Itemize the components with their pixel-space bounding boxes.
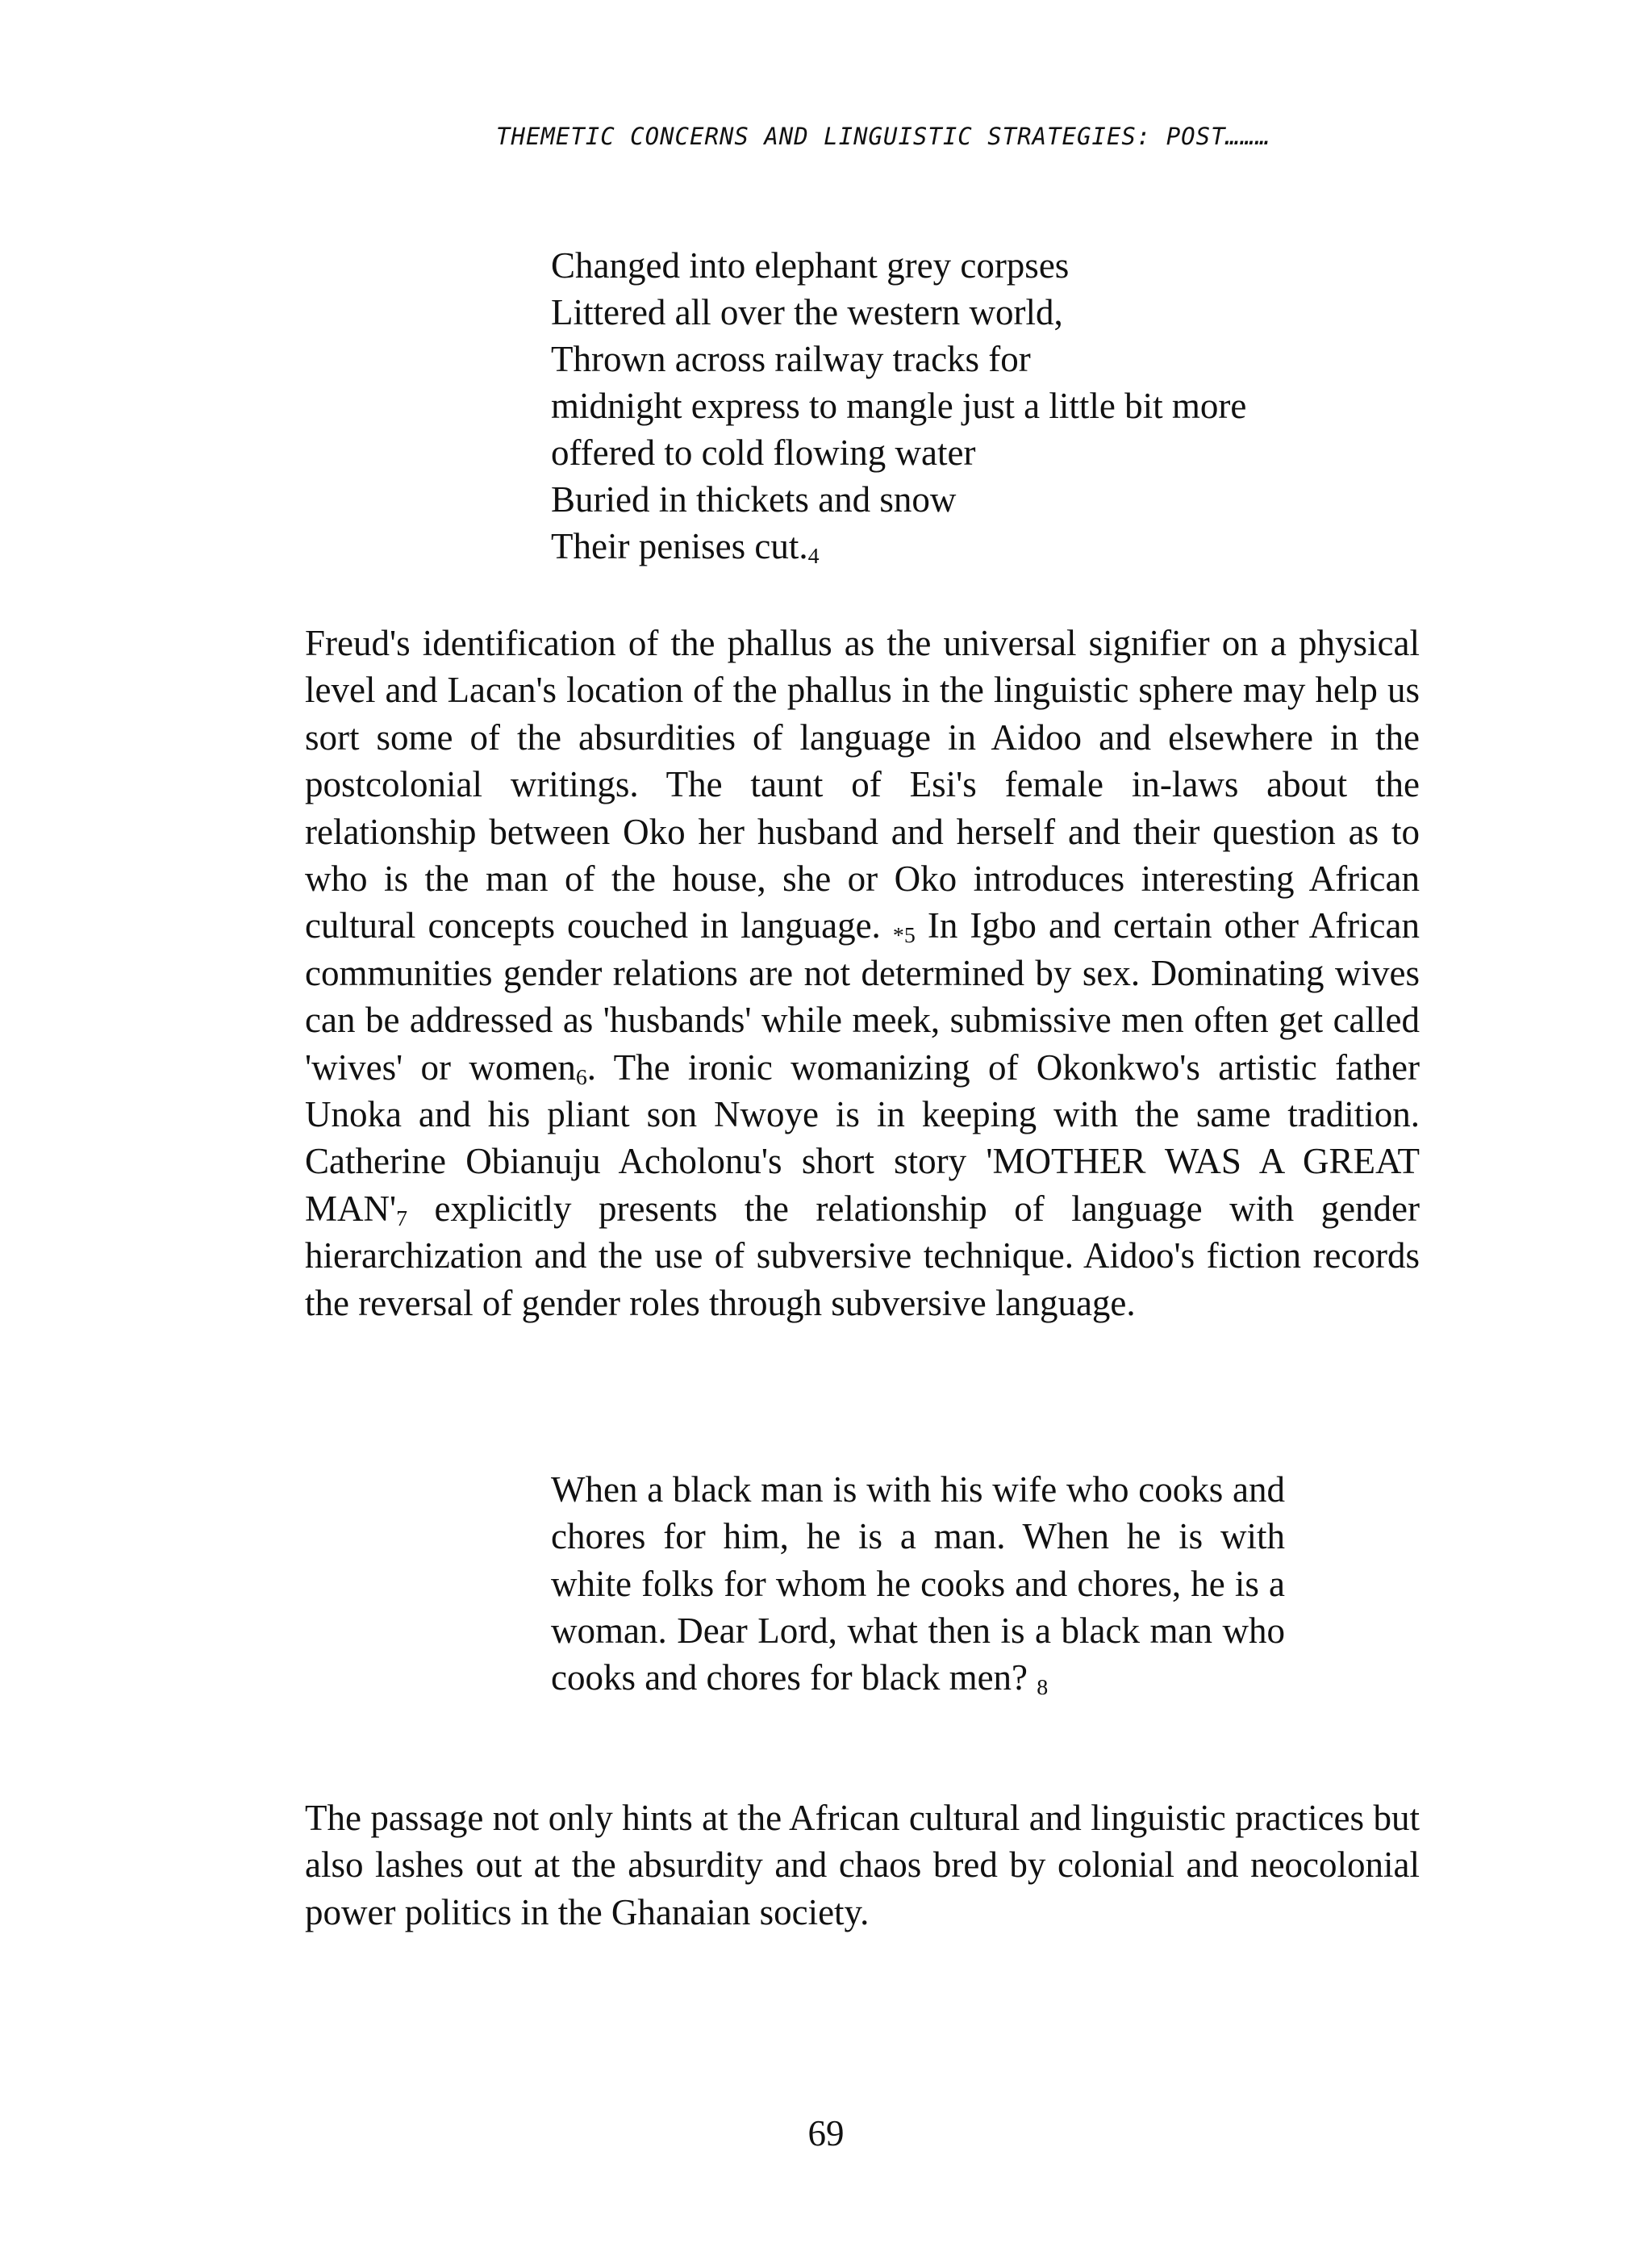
footnote-ref-7: 7 [396,1206,408,1231]
poem-line: Littered all over the western world, [551,292,1063,332]
paragraph-text: . The ironic womanizing of Okonkwo's artistic father Unoka and his pliant son Nwoye is in keeping with the same tradition. Catherine Obianuju Acholonu's short story 'MOTHER WAS A GREAT MAN' [305,1046,1420,1229]
paragraph-text: Freud's identification of the phallus as the universal signifier on a physical level and Lacan's location of the phallus in the linguistic sphere may help us sort some of the absurdities of language in Aidoo and elsewhere in the postcolonial writings. The taunt of Esi's female in-laws about the relationship between Oko her husband and herself and their question as to who is the man of the house, she or Oko introduces interesting African cultural concepts couched in language. [305,623,1420,946]
poem-line: Changed into elephant grey corpses [551,245,1070,286]
poem-line-text: Their penises cut. [551,526,808,566]
poem-line: midnight express to mangle just a little bit more [551,386,1247,426]
footnote-ref-6: 6 [575,1064,587,1090]
running-header: THEMETIC CONCERNS AND LINGUISTIC STRATEGIES: POST……… [496,123,1270,150]
poem-line: Thrown across railway tracks for [551,339,1031,379]
paragraph-text: In Igbo and certain other African communities gender relations are not determined by sex. Dominating wives can be addressed as 'husbands' while meek, submissive men often get called 'wives' or women [305,905,1420,1088]
poem-excerpt [551,242,1246,570]
block-quote [551,1466,1285,1701]
paragraph-text: explicitly presents the relationship of language with gender hierarchization and the use of subversive technique. Aidoo's fiction records the reversal of gender roles through subversive language. [305,1188,1420,1323]
footnote-ref-8: 8 [1037,1675,1049,1701]
page-number: 69 [807,2113,845,2153]
poem-line: Buried in thickets and snow [551,479,957,520]
poem-line: offered to cold flowing water [551,432,976,473]
quote-text: When a black man is with his wife who cooks and chores for him, he is a man. When he is with white folks for whom he cooks and chores, he is a woman. Dear Lord, what then is a black man who cooks and chores for black men? [551,1469,1285,1698]
footnote-ref-4: 4 [807,544,820,570]
body-paragraph-1 [305,620,1420,1326]
poem-last-line [551,523,1246,570]
body-paragraph-2: The passage not only hints at the African cultural and linguistic practices but also lashes out at the absurdity and chaos bred by colonial and neocolonial power politics in the Ghanaian society. [305,1798,1420,1932]
footnote-ref-5: *5 [892,923,916,949]
